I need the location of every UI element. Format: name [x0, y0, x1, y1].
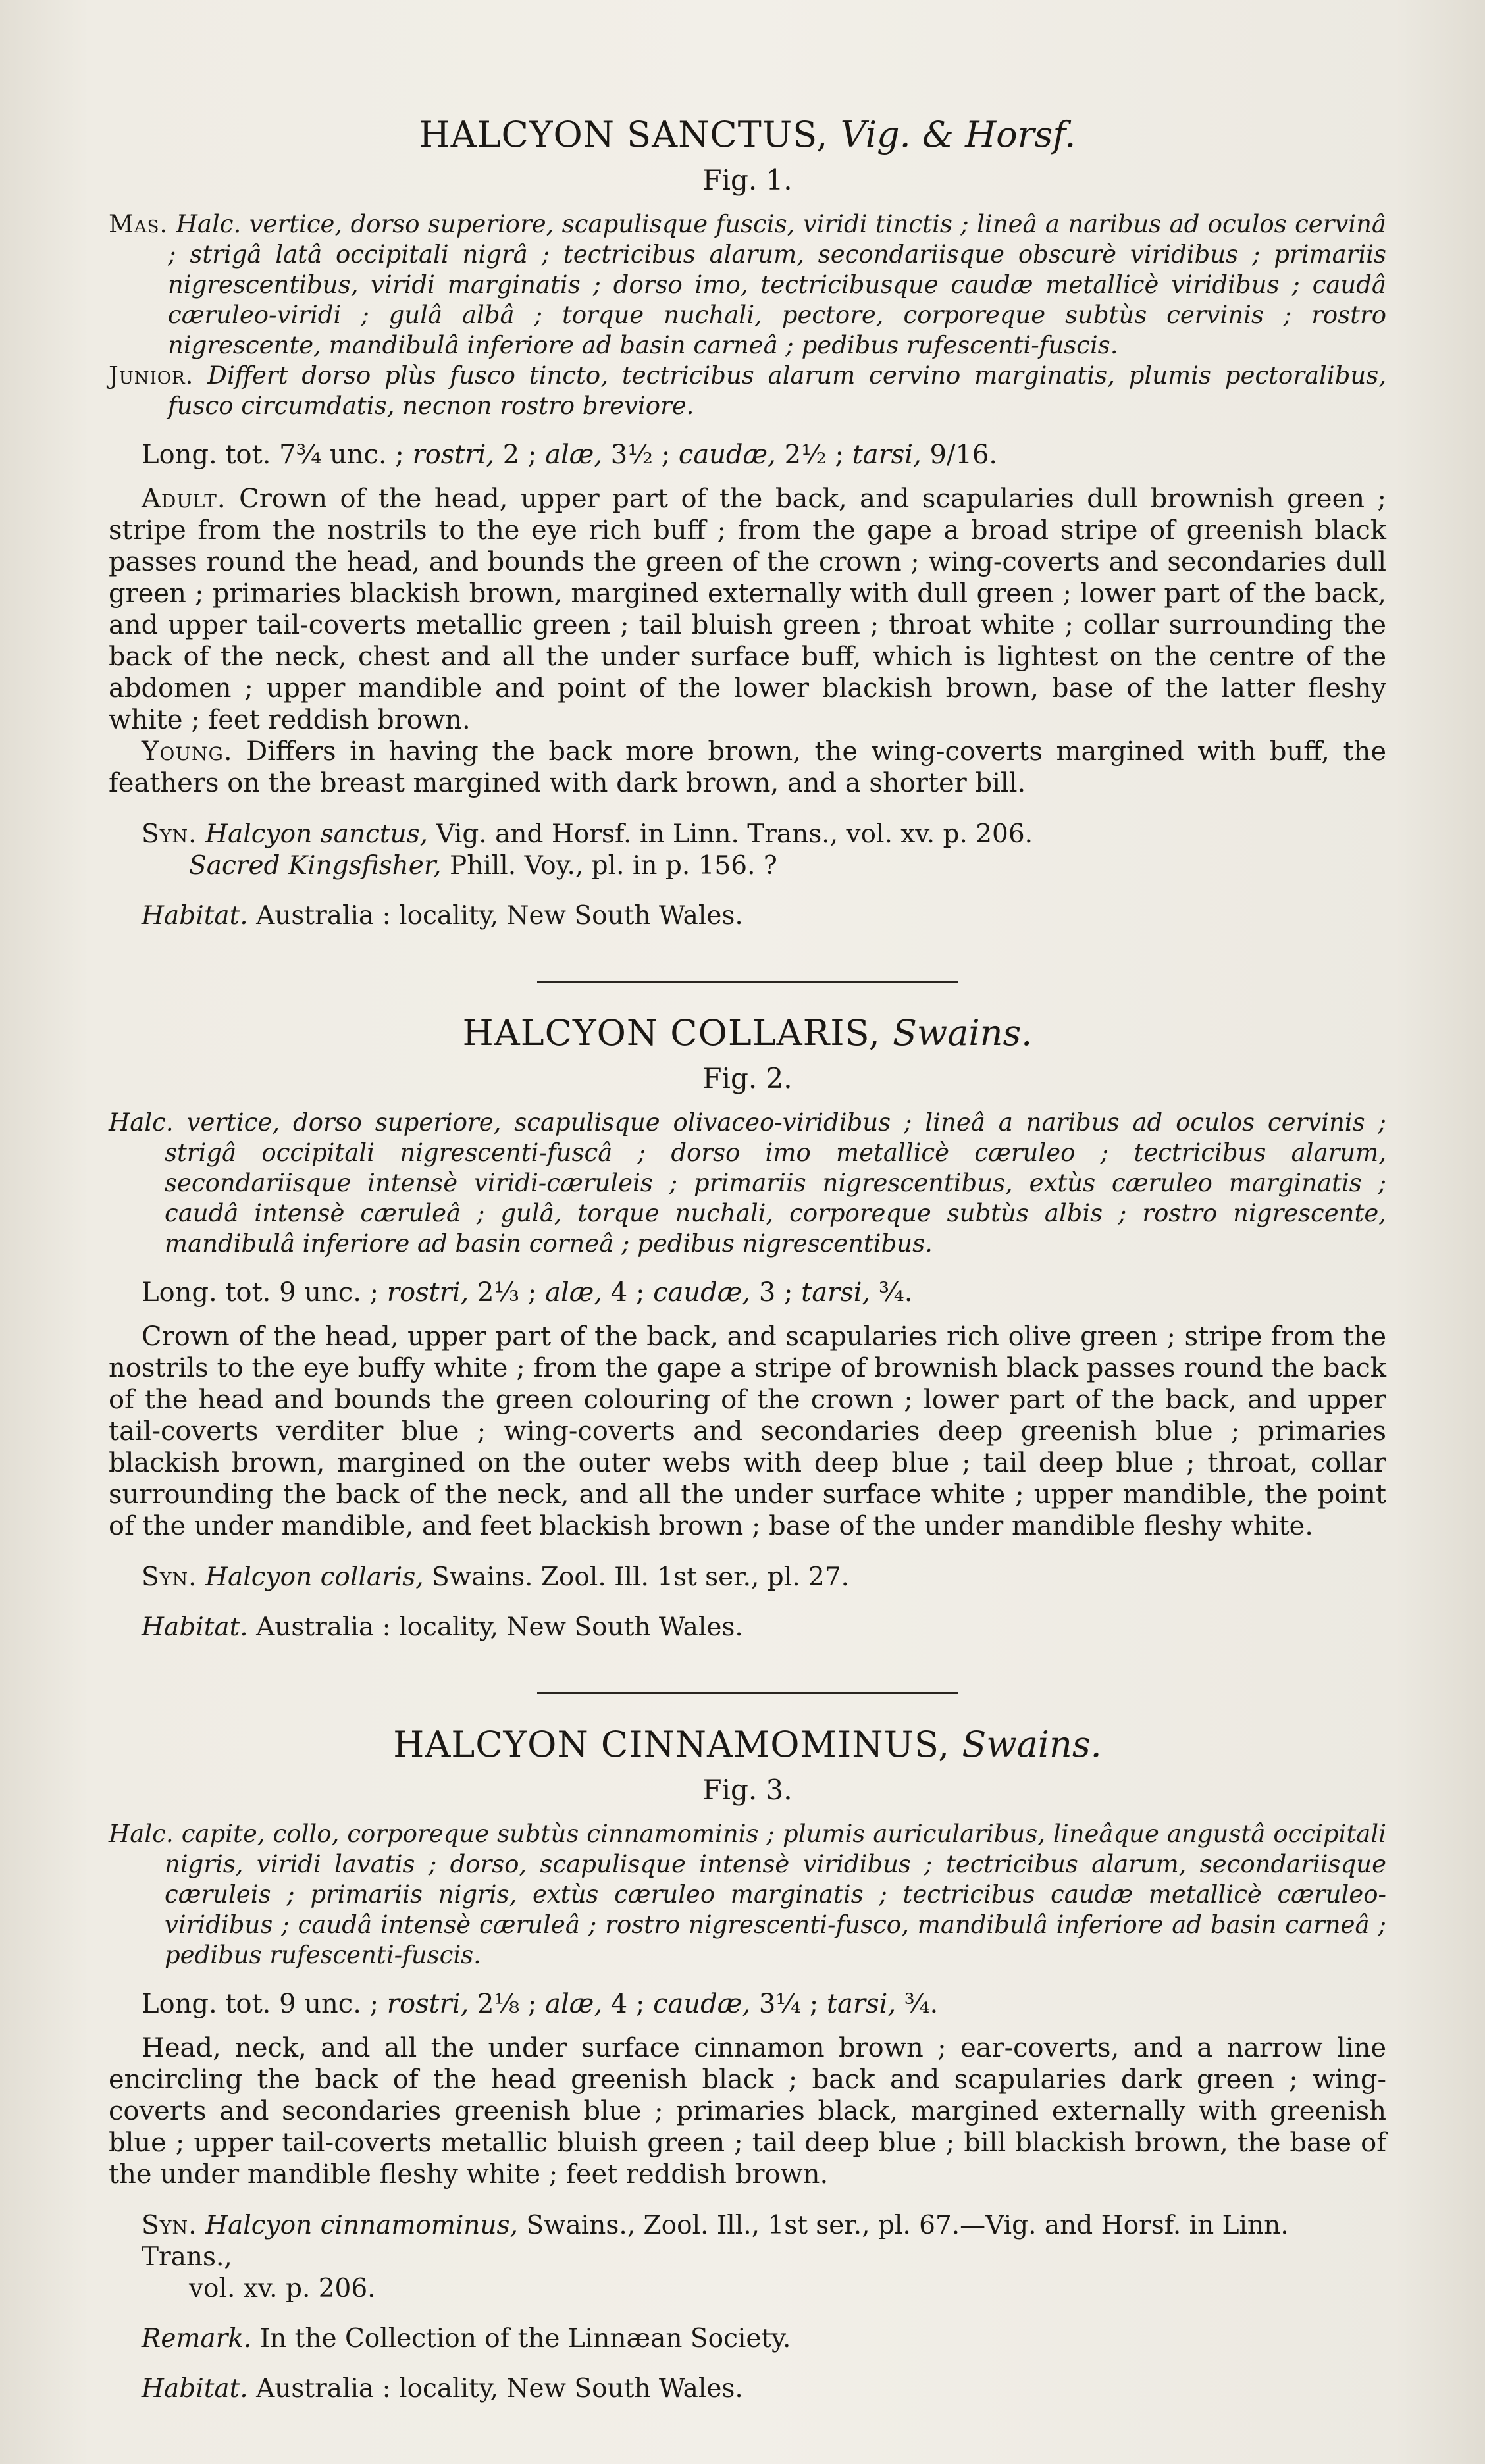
latin-description: Halc. vertice, dorso superiore, scapulisque olivaceo-viridibus ; lineâ a naribus ad oculos cervinis ; strigâ occipitali nigrescenti-fuscâ ; dorso imo metallicè cæruleo ; tectricibus alarum, secondariisque intensè viridi-cæruleis ; primariis nigrescentibus, extùs cæruleo marginatis ; caudâ intensè cæruleâ ; gulâ, torque nuchali, corporeque subtùs albis ; rostro nigrescente, mandibulâ inferiore ad basin corneâ ; pedibus nigrescentibus.: [109, 1108, 1386, 1258]
meas-tarsi-value: ¾.: [878, 1277, 913, 1308]
synonymy: [142, 819, 1386, 850]
latin-male-description: [109, 209, 1386, 361]
latin-young-description: [109, 361, 1386, 421]
meas-tarsi-value: 9/16.: [929, 440, 998, 470]
meas-caudae-value: 2½ ;: [784, 440, 844, 470]
species-title: [109, 1010, 1386, 1056]
syn-name: Halcyon cinnamominus,: [205, 2211, 518, 2240]
synonymy-second: [189, 850, 1386, 882]
syn-reference: Swains., Zool. Ill., 1st ser., pl. 67.—Vig. and Horsf. in Linn. Trans.,: [142, 2211, 1289, 2272]
remark-label: Remark.: [142, 2324, 252, 2353]
meas-rostri-value: 2⅓ ;: [477, 1277, 537, 1308]
meas-tarsi-label: tarsi,: [826, 1989, 897, 2019]
meas-tarsi-label: tarsi,: [801, 1277, 871, 1308]
syn-label: Syn.: [142, 1562, 197, 1592]
habitat-label: Habitat.: [142, 1612, 248, 1642]
synonymy: [142, 2210, 1386, 2273]
habitat: [142, 2373, 1386, 2405]
figure-label: Fig. 1.: [702, 164, 793, 196]
syn-reference: Swains. Zool. Ill. 1st ser., pl. 27.: [432, 1562, 850, 1592]
species-authority: Vig. & Horsf.: [840, 114, 1076, 155]
meas-caudae-label: caudæ,: [653, 1989, 751, 2019]
meas-rostri-label: rostri,: [386, 1277, 469, 1308]
meas-alae-value: 4 ;: [610, 1989, 645, 2019]
species-authority: Swains.: [892, 1012, 1033, 1054]
synonymy: [142, 1562, 1386, 1593]
english-description: Crown of the head, upper part of the back, and scapularies rich olive green ; stripe from the nostrils to the eye buffy white ; from the gape a stripe of brownish black passes round the back of the head and bounds the green colouring of the crown ; lower part of the back, and upper tail-coverts verditer blue ; wing-coverts and secondaries deep greenish blue ; primaries blackish brown, margined on the outer webs with deep blue ; tail deep blue ; throat, collar surrounding the back of the neck, and all the under surface white ; upper mandible, the point of the under mandible, and feet blackish brown ; base of the under mandible fleshy white.: [109, 1322, 1386, 1541]
species-collaris: [109, 1010, 1386, 1643]
habitat-label: Habitat.: [142, 2374, 248, 2403]
latin-young-text: Differt dorso plùs fusco tincto, tectricibus alarum cervino marginatis, plumis pectoralibus, fusco circumdatis, necnon rostro breviore.: [168, 361, 1386, 420]
meas-rostri-label: rostri,: [412, 440, 495, 470]
species-name: HALCYON SANCTUS,: [419, 114, 829, 155]
meas-alae-label: alæ,: [545, 1277, 603, 1308]
remark-text: In the Collection of the Linnæan Society.: [259, 2324, 791, 2353]
species-sanctus: [109, 112, 1386, 932]
habitat-label: Habitat.: [142, 901, 248, 931]
meas-alae-label: alæ,: [545, 1989, 603, 2019]
remark: [142, 2323, 1386, 2355]
section-divider: [537, 1692, 958, 1694]
meas-caudae-value: 3 ;: [758, 1277, 793, 1308]
syn-name: Halcyon sanctus,: [205, 819, 429, 849]
meas-alae-value: 3½ ;: [610, 440, 671, 470]
young-description: [109, 736, 1386, 799]
syn-name-2: Sacred Kingsfisher,: [189, 851, 442, 881]
meas-tarsi-label: tarsi,: [852, 440, 922, 470]
meas-caudae-label: caudæ,: [678, 440, 776, 470]
latin-young-label: Junior.: [109, 361, 194, 390]
meas-rostri-label: rostri,: [386, 1989, 469, 2019]
young-label: Young.: [142, 736, 233, 767]
syn-label: Syn.: [142, 819, 197, 849]
syn-label: Syn.: [142, 2211, 197, 2240]
habitat-text: Australia : locality, New South Wales.: [256, 901, 743, 931]
species-name: HALCYON CINNAMOMINUS,: [393, 1724, 951, 1765]
meas-tarsi-value: ¾.: [904, 1989, 939, 2019]
latin-male-text: Halc. vertice, dorso superiore, scapulisque fuscis, viridi tinctis ; lineâ a naribus ad oculos cervinâ ; strigâ latâ occipitali nigrâ ; tectricibus alarum, secondariisque obscurè viridibus ; primariis nigrescentibus, viridi marginatis ; dorso imo, tectricibusque caudæ metallicè viridibus ; caudâ cæruleo-viridi ; gulâ albâ ; torque nuchali, pectore, corporeque subtùs cervinis ; rostro nigrescente, mandibulâ inferiore ad basin carneâ ; pedibus rufescenti-fuscis.: [168, 210, 1386, 359]
measurements: [142, 1276, 1386, 1309]
species-title: [109, 1722, 1386, 1768]
synonymy-continuation: vol. xv. p. 206.: [189, 2274, 376, 2303]
measurements: [142, 1988, 1386, 2020]
latin-male-label: Mas.: [109, 210, 169, 238]
meas-caudae-label: caudæ,: [653, 1277, 751, 1308]
adult-description: [109, 483, 1386, 736]
latin-description: Halc. capite, collo, corporeque subtùs cinnamominis ; plumis auricularibus, lineâque angustâ occipitali nigris, viridi lavatis ; dorso, scapulisque intensè viridibus ; tectricibus alarum, secondariisque cæruleis ; primariis nigris, extùs cæruleo marginatis ; tectricibus caudæ metallicè cæruleo-viridibus ; caudâ intensè cæruleâ ; rostro nigrescenti-fusco, mandibulâ inferiore ad basin carneâ ; pedibus rufescenti-fuscis.: [109, 1820, 1386, 1969]
figure-label: Fig. 3.: [702, 1774, 793, 1806]
meas-total: Long. tot. 9 unc. ;: [142, 1989, 379, 2019]
syn-reference-2: Phill. Voy., pl. in p. 156. ?: [450, 851, 777, 881]
species-name: HALCYON COLLARIS,: [462, 1012, 881, 1054]
meas-alae-value: 4 ;: [610, 1277, 645, 1308]
adult-text: Crown of the head, upper part of the back, and scapularies dull brownish green ; stripe from the nostrils to the eye rich buff ; from the gape a broad stripe of greenish black passes round the head, and bounds the green of the crown ; wing-coverts and secondaries dull green ; primaries blackish brown, margined externally with dull green ; lower part of the back, and upper tail-coverts metallic green ; tail bluish green ; throat white ; collar surrounding the back of the neck, chest and all the under surface buff, which is lightest on the centre of the abdomen ; upper mandible and point of the lower blackish brown, base of the latter fleshy white ; feet reddish brown.: [109, 484, 1386, 735]
syn-reference: Vig. and Horsf. in Linn. Trans., vol. xv. p. 206.: [436, 819, 1033, 849]
meas-alae-label: alæ,: [545, 440, 603, 470]
meas-rostri-value: 2 ;: [502, 440, 537, 470]
meas-caudae-value: 3¼ ;: [758, 1989, 819, 2019]
section-divider: [537, 981, 958, 983]
habitat: [142, 1612, 1386, 1643]
meas-total: Long. tot. 7¾ unc. ;: [142, 440, 404, 470]
young-text: Differs in having the back more brown, the wing-coverts margined with buff, the feathers on the breast margined with dark brown, and a shorter bill.: [109, 736, 1386, 798]
habitat: [142, 900, 1386, 932]
syn-name: Halcyon collaris,: [205, 1562, 424, 1592]
species-authority: Swains.: [962, 1724, 1102, 1765]
species-title: [109, 112, 1386, 158]
adult-label: Adult.: [142, 484, 226, 514]
figure-label: Fig. 2.: [702, 1062, 793, 1094]
english-description: Head, neck, and all the under surface cinnamon brown ; ear-coverts, and a narrow line encircling the back of the head greenish black ; back and scapularies dark green ; wing-coverts and secondaries greenish blue ; primaries black, margined externally with greenish blue ; upper tail-coverts metallic bluish green ; tail deep blue ; bill blackish brown, the base of the under mandible fleshy white ; feet reddish brown.: [109, 2033, 1386, 2190]
measurements: [142, 438, 1386, 471]
meas-total: Long. tot. 9 unc. ;: [142, 1277, 379, 1308]
species-cinnamominus: [109, 1722, 1386, 2405]
habitat-text: Australia : locality, New South Wales.: [256, 2374, 743, 2403]
habitat-text: Australia : locality, New South Wales.: [256, 1612, 743, 1642]
meas-rostri-value: 2⅛ ;: [477, 1989, 537, 2019]
